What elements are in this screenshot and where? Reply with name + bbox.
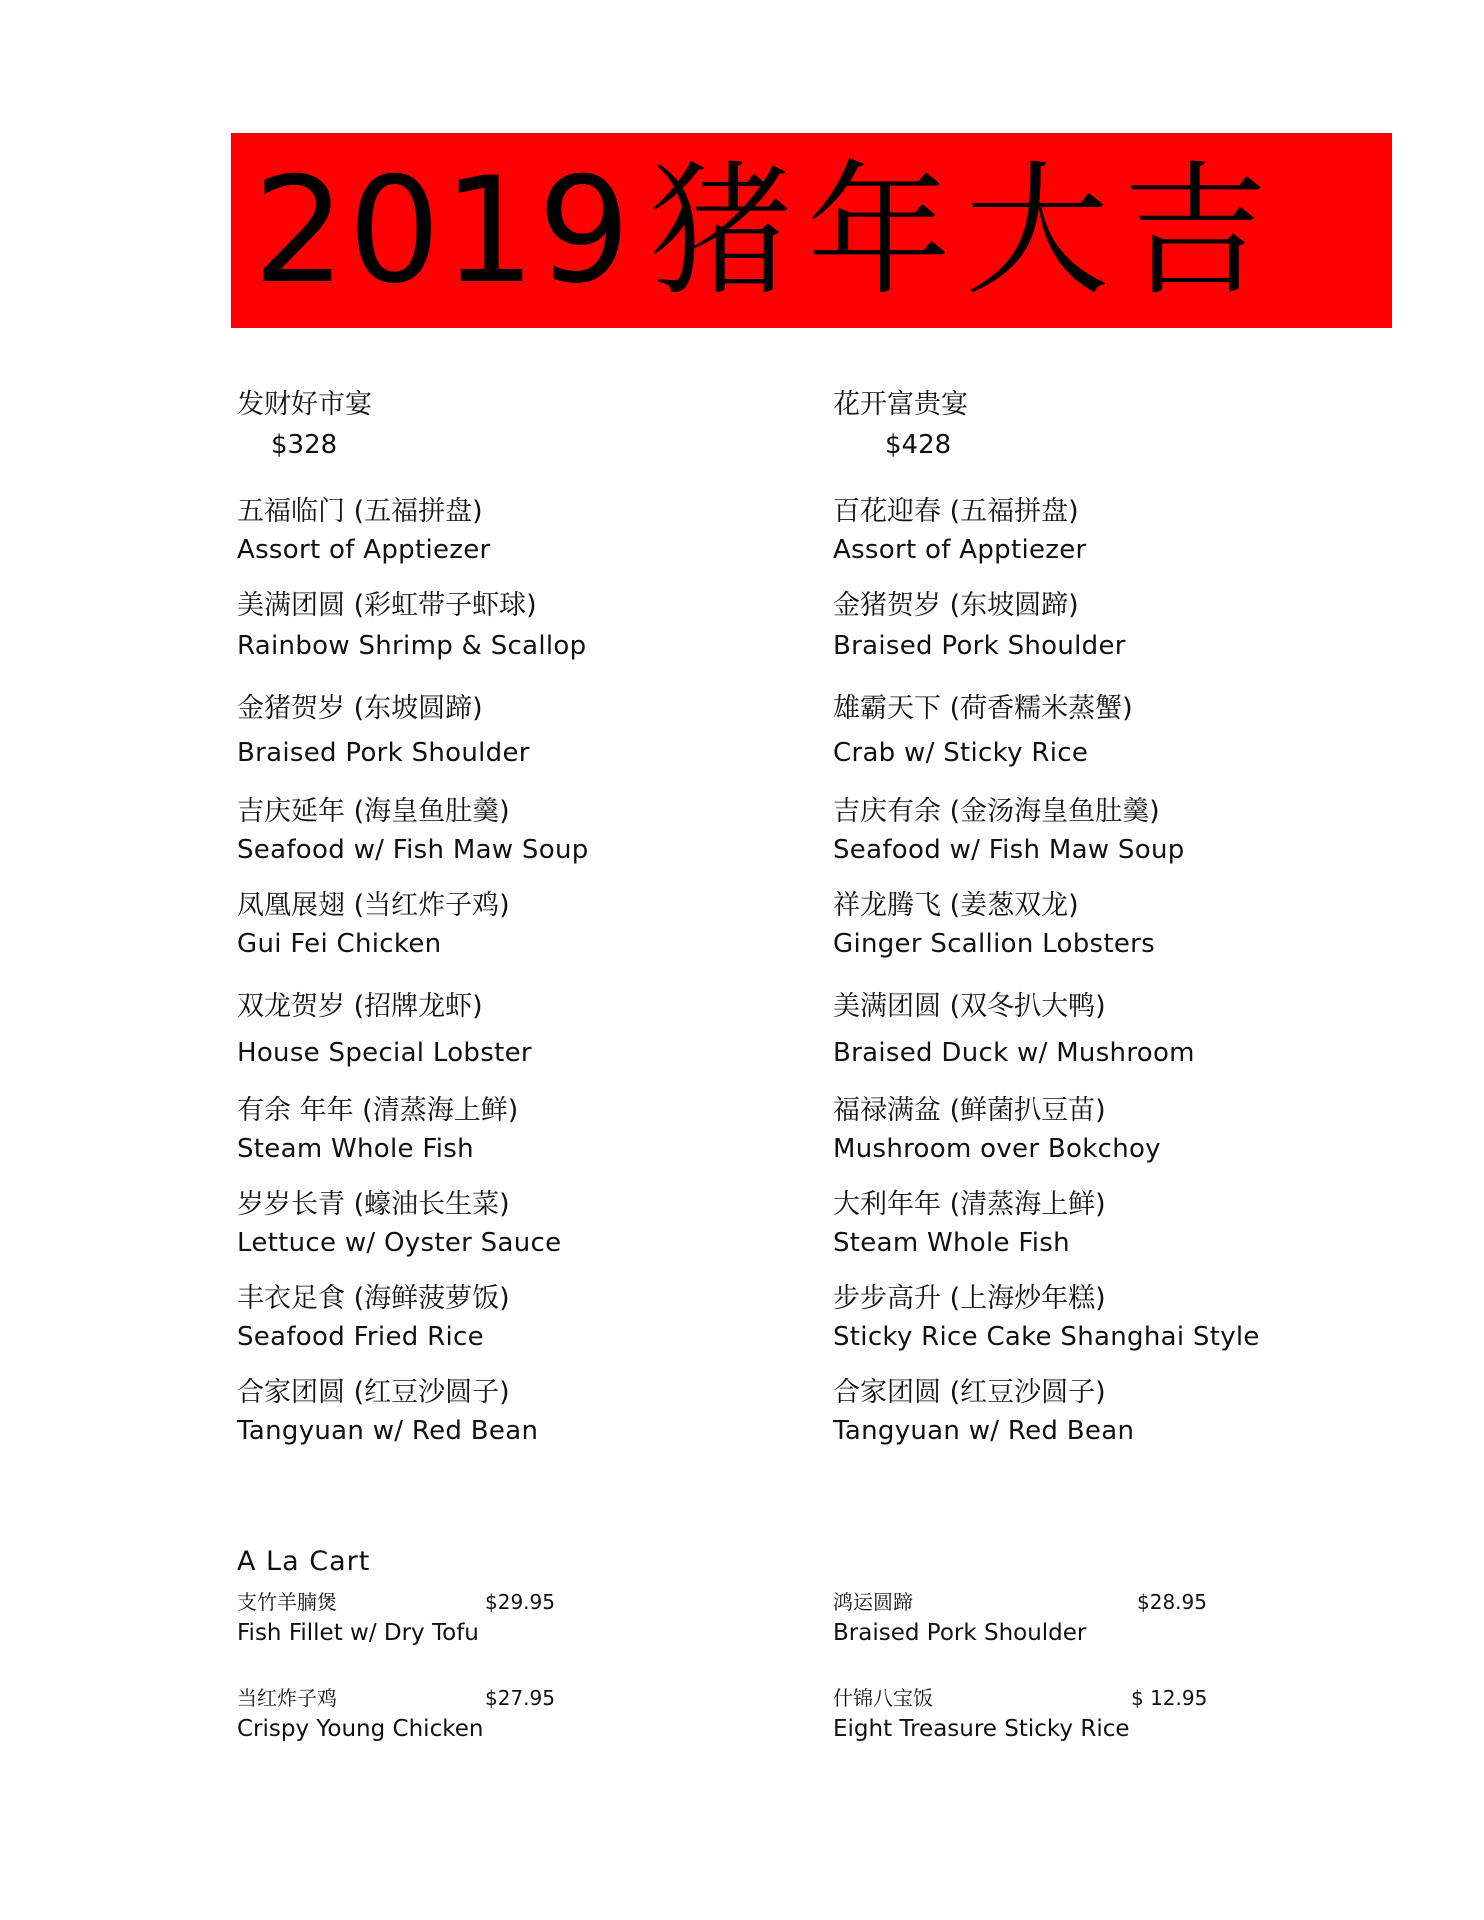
dish-item [237, 1094, 797, 1174]
dish-item [833, 889, 1393, 969]
alacart-item-chinese-name: 什锦八宝饭 [833, 1686, 933, 1710]
alacart-heading: A La Cart [237, 1546, 371, 1577]
title-banner [231, 133, 1392, 328]
dish-english-name: Steam Whole Fish [833, 1228, 1070, 1258]
dish-chinese-name: 合家团圆 (红豆沙圆子) [237, 1377, 510, 1408]
dish-chinese-name: 大利年年 (清蒸海上鲜) [833, 1189, 1106, 1220]
dish-item [833, 1376, 1393, 1456]
dish-chinese-name: 凤凰展翅 (当红炸子鸡) [237, 890, 510, 921]
dish-item [237, 889, 797, 969]
dish-chinese-name: 金猪贺岁 (东坡圆蹄) [237, 693, 483, 724]
dish-item [833, 795, 1393, 875]
dish-chinese-name: 吉庆延年 (海皇鱼肚羹) [237, 796, 510, 827]
alacart-item-english-name: Braised Pork Shoulder [833, 1620, 1087, 1646]
dish-item [833, 1188, 1393, 1268]
alacart-item [833, 1684, 1213, 1754]
menu-title: 发财好市宴 [237, 389, 372, 420]
dish-english-name: Assort of Apptiezer [833, 535, 1087, 565]
dish-chinese-name: 丰衣足食 (海鲜菠萝饭) [237, 1283, 510, 1314]
banner-greeting: 猪年大吉 [649, 147, 1282, 315]
dish-item [237, 795, 797, 875]
dish-english-name: Ginger Scallion Lobsters [833, 929, 1155, 959]
dish-chinese-name: 岁岁长青 (蠔油长生菜) [237, 1189, 510, 1220]
alacart-item [237, 1684, 617, 1754]
dish-english-name: Mushroom over Bokchoy [833, 1134, 1161, 1164]
dish-chinese-name: 双龙贺岁 (招牌龙虾) [237, 991, 483, 1022]
alacart-item [833, 1588, 1213, 1658]
dish-item [833, 990, 1393, 1070]
dish-english-name: Seafood w/ Fish Maw Soup [237, 835, 589, 865]
dish-item [237, 990, 797, 1070]
alacart-item-english-name: Crispy Young Chicken [237, 1716, 484, 1742]
dish-item [237, 1188, 797, 1268]
dish-item [833, 692, 1393, 772]
dish-item [833, 1282, 1393, 1362]
dish-chinese-name: 步步高升 (上海炒年糕) [833, 1283, 1106, 1314]
dish-english-name: House Special Lobster [237, 1038, 532, 1068]
dish-english-name: Braised Pork Shoulder [237, 738, 530, 768]
dish-chinese-name: 合家团圆 (红豆沙圆子) [833, 1377, 1106, 1408]
menu-title: 花开富贵宴 [833, 389, 968, 420]
dish-english-name: Braised Pork Shoulder [833, 631, 1126, 661]
dish-english-name: Lettuce w/ Oyster Sauce [237, 1228, 562, 1258]
dish-chinese-name: 五福临门 (五福拼盘) [237, 496, 483, 527]
dish-chinese-name: 有余 年年 (清蒸海上鲜) [237, 1095, 519, 1126]
dish-chinese-name: 雄霸天下 (荷香糯米蒸蟹) [833, 693, 1133, 724]
dish-english-name: Seafood Fried Rice [237, 1322, 484, 1352]
alacart-item-price: $28.95 [1137, 1590, 1207, 1614]
alacart-item-chinese-name: 鸿运圆蹄 [833, 1590, 913, 1614]
dish-chinese-name: 美满团圆 (彩虹带子虾球) [237, 590, 537, 621]
menu-price: $328 [271, 430, 338, 460]
dish-chinese-name: 百花迎春 (五福拼盘) [833, 496, 1079, 527]
dish-chinese-name: 金猪贺岁 (东坡圆蹄) [833, 590, 1079, 621]
alacart-item-chinese-name: 当红炸子鸡 [237, 1686, 337, 1710]
dish-chinese-name: 祥龙腾飞 (姜葱双龙) [833, 890, 1079, 921]
dish-english-name: Crab w/ Sticky Rice [833, 738, 1089, 768]
dish-english-name: Tangyuan w/ Red Bean [833, 1416, 1135, 1446]
banner-year: 2019 [253, 146, 633, 316]
dish-item [833, 589, 1393, 669]
dish-english-name: Rainbow Shrimp & Scallop [237, 631, 587, 661]
dish-english-name: Sticky Rice Cake Shanghai Style [833, 1322, 1260, 1352]
alacart-item-english-name: Fish Fillet w/ Dry Tofu [237, 1620, 479, 1646]
dish-english-name: Gui Fei Chicken [237, 929, 442, 959]
alacart-item [237, 1588, 617, 1658]
dish-item [237, 495, 797, 575]
dish-item [833, 1094, 1393, 1174]
dish-english-name: Seafood w/ Fish Maw Soup [833, 835, 1185, 865]
dish-english-name: Braised Duck w/ Mushroom [833, 1038, 1195, 1068]
dish-item [237, 1376, 797, 1456]
alacart-item-chinese-name: 支竹羊腩煲 [237, 1590, 337, 1614]
dish-chinese-name: 美满团圆 (双冬扒大鸭) [833, 991, 1106, 1022]
alacart-item-price: $ 12.95 [1131, 1686, 1208, 1710]
dish-english-name: Assort of Apptiezer [237, 535, 491, 565]
dish-item [833, 495, 1393, 575]
dish-item [237, 692, 797, 772]
alacart-item-price: $27.95 [485, 1686, 555, 1710]
alacart-item-english-name: Eight Treasure Sticky Rice [833, 1716, 1130, 1742]
dish-english-name: Steam Whole Fish [237, 1134, 474, 1164]
dish-chinese-name: 福禄满盆 (鲜菌扒豆苗) [833, 1095, 1106, 1126]
menu-price: $428 [885, 430, 952, 460]
dish-item [237, 1282, 797, 1362]
dish-english-name: Tangyuan w/ Red Bean [237, 1416, 539, 1446]
dish-item [237, 589, 797, 669]
alacart-item-price: $29.95 [485, 1590, 555, 1614]
dish-chinese-name: 吉庆有余 (金汤海皇鱼肚羹) [833, 796, 1160, 827]
